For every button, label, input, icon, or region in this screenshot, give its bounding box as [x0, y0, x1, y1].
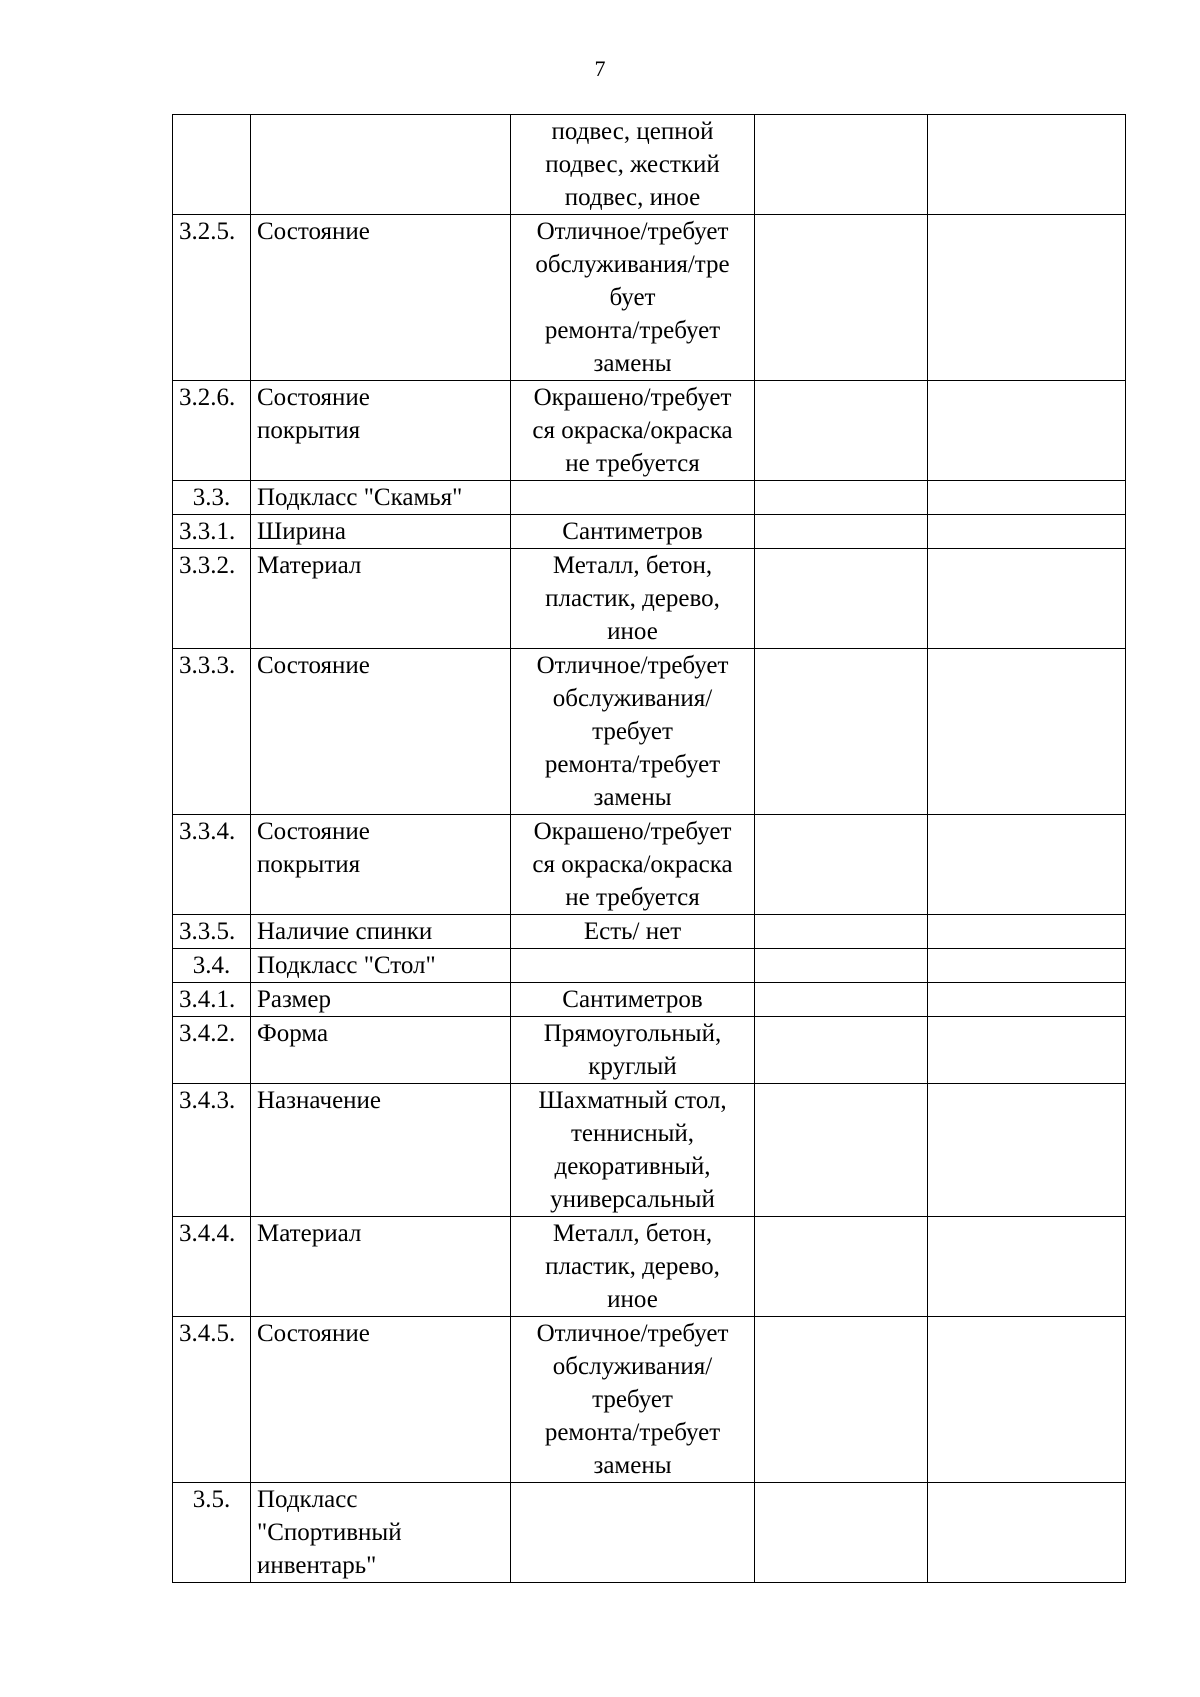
- cell-empty-2: [928, 1483, 1126, 1583]
- cell-number: 3.3.: [173, 481, 251, 515]
- cell-empty-1: [755, 915, 928, 949]
- table-row: [173, 949, 1126, 983]
- cell-empty-1: [755, 983, 928, 1017]
- cell-attribute-name: [251, 381, 511, 481]
- cell-allowed-values: [511, 1084, 755, 1217]
- cell-number: 3.4.5.: [173, 1317, 251, 1483]
- cell-empty-2: [928, 1084, 1126, 1217]
- cell-text-line: "Спортивный: [257, 1519, 402, 1546]
- cell-text-line: замены: [593, 784, 672, 811]
- table-row: [173, 1317, 1126, 1483]
- cell-text-line: Подкласс "Стол": [257, 952, 436, 979]
- cell-text-line: Отличное/требует: [536, 1320, 729, 1347]
- cell-attribute-name: [251, 549, 511, 649]
- cell-attribute-name: [251, 1483, 511, 1583]
- cell-empty-2: [928, 549, 1126, 649]
- table-row: [173, 815, 1126, 915]
- cell-text-line: пластик, дерево,: [545, 585, 720, 612]
- cell-text-line: Состояние: [257, 818, 370, 845]
- table-row: [173, 549, 1126, 649]
- cell-text-line: обслуживания/: [552, 685, 713, 712]
- cell-empty-1: [755, 515, 928, 549]
- cell-text-line: универсальный: [550, 1186, 715, 1213]
- table-row: [173, 215, 1126, 381]
- attributes-table-body: [173, 115, 1126, 1583]
- cell-text-line: покрытия: [257, 851, 361, 878]
- cell-text-line: Отличное/требует: [536, 652, 729, 679]
- table-row: [173, 115, 1126, 215]
- cell-empty-2: [928, 115, 1126, 215]
- cell-text-line: Состояние: [257, 652, 370, 679]
- cell-attribute-name: [251, 115, 511, 215]
- cell-attribute-name: [251, 215, 511, 381]
- cell-text-line: Металл, бетон,: [552, 1220, 713, 1247]
- cell-text-line: Подкласс "Скамья": [257, 484, 463, 511]
- attributes-table: [172, 114, 1126, 1583]
- cell-number: 3.4.3.: [173, 1084, 251, 1217]
- cell-empty-1: [755, 1317, 928, 1483]
- cell-attribute-name: [251, 649, 511, 815]
- cell-text-line: подвес, жесткий: [545, 151, 720, 178]
- cell-allowed-values: [511, 481, 755, 515]
- cell-number: [173, 115, 251, 215]
- cell-text-line: Отличное/требует: [536, 218, 729, 245]
- cell-empty-2: [928, 1217, 1126, 1317]
- cell-empty-1: [755, 115, 928, 215]
- cell-empty-1: [755, 1483, 928, 1583]
- cell-text-line: декоративный,: [554, 1153, 711, 1180]
- cell-text-line: ремонта/требует: [544, 317, 721, 344]
- cell-text-line: подвес, иное: [564, 184, 701, 211]
- cell-allowed-values: [511, 115, 755, 215]
- cell-text-line: замены: [593, 1452, 672, 1479]
- cell-text-line: Есть/ нет: [583, 918, 682, 945]
- cell-text-line: Материал: [257, 1220, 362, 1247]
- cell-number: 3.3.5.: [173, 915, 251, 949]
- cell-number: 3.3.4.: [173, 815, 251, 915]
- cell-text-line: не требуется: [565, 450, 700, 477]
- cell-allowed-values: [511, 215, 755, 381]
- cell-empty-2: [928, 1317, 1126, 1483]
- cell-empty-1: [755, 815, 928, 915]
- cell-attribute-name: [251, 481, 511, 515]
- cell-attribute-name: [251, 983, 511, 1017]
- cell-text-line: Форма: [257, 1020, 329, 1047]
- cell-text-line: Состояние: [257, 1320, 370, 1347]
- cell-text-line: пластик, дерево,: [545, 1253, 720, 1280]
- cell-allowed-values: [511, 515, 755, 549]
- cell-number: 3.3.2.: [173, 549, 251, 649]
- cell-text-line: иное: [607, 618, 658, 645]
- cell-text-line: теннисный,: [570, 1120, 695, 1147]
- cell-text-line: ся окраска/окраска: [532, 851, 733, 878]
- cell-allowed-values: [511, 649, 755, 815]
- cell-text-line: Шахматный стол,: [538, 1087, 727, 1114]
- cell-text-line: Прямоугольный,: [543, 1020, 722, 1047]
- cell-text-line: Материал: [257, 552, 362, 579]
- cell-allowed-values: [511, 1017, 755, 1084]
- cell-text-line: Назначение: [257, 1087, 382, 1114]
- cell-number: 3.4.: [173, 949, 251, 983]
- cell-number: 3.2.5.: [173, 215, 251, 381]
- cell-empty-1: [755, 1217, 928, 1317]
- cell-allowed-values: [511, 549, 755, 649]
- cell-empty-2: [928, 1017, 1126, 1084]
- cell-text-line: круглый: [588, 1053, 677, 1080]
- cell-empty-2: [928, 983, 1126, 1017]
- cell-allowed-values: [511, 915, 755, 949]
- cell-attribute-name: [251, 915, 511, 949]
- cell-empty-1: [755, 949, 928, 983]
- table-row: [173, 481, 1126, 515]
- cell-allowed-values: [511, 1317, 755, 1483]
- table-row: [173, 1483, 1126, 1583]
- table-row: [173, 983, 1126, 1017]
- cell-attribute-name: [251, 515, 511, 549]
- cell-text-line: иное: [607, 1286, 658, 1313]
- cell-empty-1: [755, 381, 928, 481]
- cell-text-line: ся окраска/окраска: [532, 417, 733, 444]
- cell-text-line: Размер: [257, 986, 331, 1013]
- cell-empty-2: [928, 915, 1126, 949]
- cell-text-line: Состояние: [257, 384, 370, 411]
- cell-attribute-name: [251, 1317, 511, 1483]
- cell-attribute-name: [251, 1084, 511, 1217]
- cell-allowed-values: [511, 815, 755, 915]
- cell-text-line: Ширина: [257, 518, 346, 545]
- cell-number: 3.3.1.: [173, 515, 251, 549]
- table-row: [173, 1084, 1126, 1217]
- cell-text-line: Состояние: [257, 218, 370, 245]
- table-row: [173, 1217, 1126, 1317]
- cell-text-line: замены: [593, 350, 672, 377]
- cell-empty-2: [928, 215, 1126, 381]
- cell-allowed-values: [511, 1483, 755, 1583]
- cell-empty-2: [928, 515, 1126, 549]
- cell-text-line: Окрашено/требует: [533, 384, 732, 411]
- cell-allowed-values: [511, 983, 755, 1017]
- cell-text-line: Сантиметров: [562, 518, 703, 545]
- cell-text-line: инвентарь": [257, 1552, 377, 1579]
- cell-text-line: не требуется: [565, 884, 700, 911]
- table-row: [173, 1017, 1126, 1084]
- cell-text-line: Металл, бетон,: [552, 552, 713, 579]
- cell-number: 3.3.3.: [173, 649, 251, 815]
- table-row: [173, 915, 1126, 949]
- cell-attribute-name: [251, 1217, 511, 1317]
- cell-empty-1: [755, 1084, 928, 1217]
- cell-attribute-name: [251, 815, 511, 915]
- cell-allowed-values: [511, 949, 755, 983]
- cell-empty-1: [755, 215, 928, 381]
- table-row: [173, 649, 1126, 815]
- cell-empty-1: [755, 549, 928, 649]
- cell-number: 3.4.1.: [173, 983, 251, 1017]
- cell-attribute-name: [251, 949, 511, 983]
- cell-text-line: подвес, цепной: [551, 118, 714, 145]
- cell-empty-1: [755, 649, 928, 815]
- cell-text-line: бует: [609, 284, 656, 311]
- cell-text-line: Наличие спинки: [257, 918, 433, 945]
- cell-number: 3.4.4.: [173, 1217, 251, 1317]
- cell-empty-2: [928, 481, 1126, 515]
- cell-attribute-name: [251, 1017, 511, 1084]
- cell-text-line: Сантиметров: [562, 986, 703, 1013]
- cell-text-line: обслуживания/тре: [535, 251, 730, 278]
- cell-text-line: требует: [592, 1386, 673, 1413]
- cell-text-line: ремонта/требует: [544, 751, 721, 778]
- cell-text-line: Окрашено/требует: [533, 818, 732, 845]
- cell-empty-2: [928, 381, 1126, 481]
- page-number: 7: [594, 56, 606, 81]
- cell-number: 3.4.2.: [173, 1017, 251, 1084]
- table-row: [173, 381, 1126, 481]
- cell-text-line: требует: [592, 718, 673, 745]
- cell-number: 3.5.: [173, 1483, 251, 1583]
- cell-empty-2: [928, 949, 1126, 983]
- cell-empty-1: [755, 481, 928, 515]
- cell-empty-2: [928, 815, 1126, 915]
- table-row: [173, 515, 1126, 549]
- cell-number: 3.2.6.: [173, 381, 251, 481]
- cell-empty-2: [928, 649, 1126, 815]
- cell-text-line: ремонта/требует: [544, 1419, 721, 1446]
- cell-text-line: покрытия: [257, 417, 361, 444]
- cell-text-line: обслуживания/: [552, 1353, 713, 1380]
- cell-empty-1: [755, 1017, 928, 1084]
- cell-text-line: Подкласс: [257, 1486, 358, 1513]
- cell-allowed-values: [511, 1217, 755, 1317]
- cell-allowed-values: [511, 381, 755, 481]
